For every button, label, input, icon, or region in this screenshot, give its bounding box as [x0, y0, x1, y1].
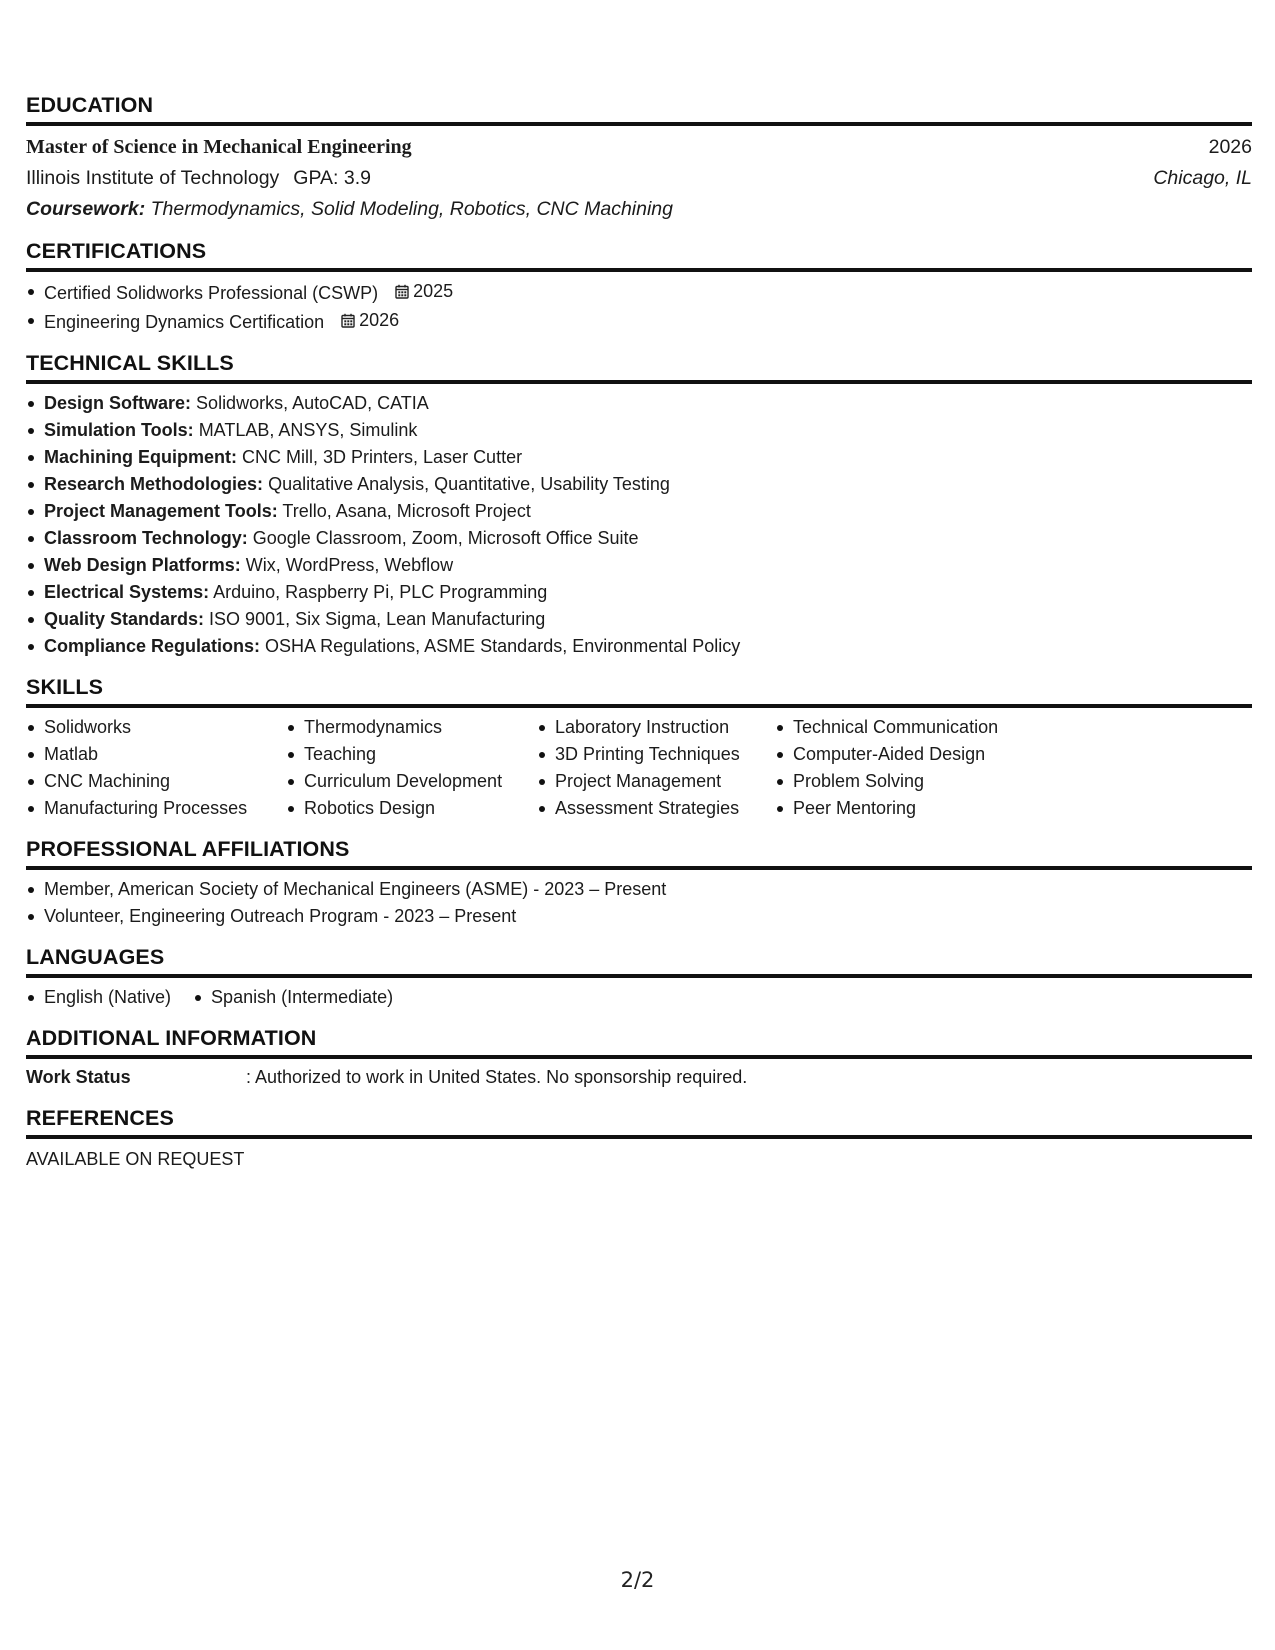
skill-category: Classroom Technology:: [44, 528, 248, 548]
skills-section: [26, 674, 1252, 822]
languages-section: [26, 944, 1252, 1011]
skills-column: [775, 714, 1075, 822]
calendar-icon: [395, 284, 409, 299]
skill-values: Trello, Asana, Microsoft Project: [282, 501, 531, 521]
skill-values: Solidworks, AutoCAD, CATIA: [196, 393, 429, 413]
additional-info-heading: ADDITIONAL INFORMATION: [26, 1025, 1252, 1059]
skill-item: Thermodynamics: [286, 714, 537, 741]
certification-date: 2025: [413, 281, 454, 301]
skill-values: Qualitative Analysis, Quantitative, Usability Testing: [268, 474, 670, 494]
skill-item: 3D Printing Techniques: [537, 741, 775, 768]
skill-item: Robotics Design: [286, 795, 537, 822]
skill-item: Problem Solving: [775, 768, 1075, 795]
skill-values: ISO 9001, Six Sigma, Lean Manufacturing: [209, 609, 546, 629]
languages-heading: LANGUAGES: [26, 944, 1252, 978]
skill-category: Quality Standards:: [44, 609, 205, 629]
degree-row: [26, 132, 1252, 163]
work-status-row: [26, 1063, 1252, 1091]
gpa: GPA: 3.9: [293, 167, 371, 189]
affiliation-item: Member, American Society of Mechanical Engineers (ASME) - 2023 – Present: [26, 876, 1252, 903]
education-section: [26, 92, 1252, 224]
certification-date-group: [341, 307, 399, 334]
references-text: AVAILABLE ON REQUEST: [26, 1149, 245, 1169]
coursework-label: Coursework:: [26, 198, 146, 220]
technical-skill-item: [26, 471, 1252, 498]
skill-category: Machining Equipment:: [44, 447, 237, 467]
technical-skill-item: [26, 417, 1252, 444]
language-group: [26, 984, 193, 1011]
skill-item: Manufacturing Processes: [26, 795, 286, 822]
graduation-year: 2026: [1208, 136, 1252, 158]
degree-name: Master of Science in Mechanical Engineering: [26, 136, 412, 158]
references-heading: REFERENCES: [26, 1105, 1252, 1139]
skill-values: OSHA Regulations, ASME Standards, Environmental Policy: [265, 636, 741, 656]
certification-name: Certified Solidworks Professional (CSWP): [44, 283, 379, 303]
technical-skill-item: [26, 552, 1252, 579]
language-item: Spanish (Intermediate): [193, 984, 393, 1011]
skill-item: Curriculum Development: [286, 768, 537, 795]
skill-item: Matlab: [26, 741, 286, 768]
school-row: [26, 163, 1252, 194]
certification-date-group: [395, 278, 453, 305]
school-location: Chicago, IL: [1153, 167, 1252, 189]
skill-category: Web Design Platforms:: [44, 555, 241, 575]
skill-values: Google Classroom, Zoom, Microsoft Office Suite: [252, 528, 639, 548]
technical-skill-item: [26, 444, 1252, 471]
skill-category: Simulation Tools:: [44, 420, 194, 440]
technical-skills-list: [26, 390, 1252, 660]
skill-category: Electrical Systems:: [44, 582, 210, 602]
certification-name: Engineering Dynamics Certification: [44, 312, 325, 332]
certification-date: 2026: [359, 310, 400, 330]
school-info: [26, 163, 371, 194]
skills-heading: SKILLS: [26, 674, 1252, 708]
coursework-list: Thermodynamics, Solid Modeling, Robotics, CNC Machining: [150, 198, 674, 220]
certification-item: [26, 278, 1252, 307]
technical-skills-heading: TECHNICAL SKILLS: [26, 350, 1252, 384]
certifications-list: [26, 278, 1252, 336]
skill-category: Compliance Regulations:: [44, 636, 261, 656]
skill-item: Technical Communication: [775, 714, 1075, 741]
affiliations-heading: PROFESSIONAL AFFILIATIONS: [26, 836, 1252, 870]
school-name: Illinois Institute of Technology: [26, 167, 280, 189]
technical-skill-item: [26, 579, 1252, 606]
technical-skill-item: [26, 498, 1252, 525]
certifications-heading: CERTIFICATIONS: [26, 238, 1252, 272]
skills-column: [26, 714, 286, 822]
affiliations-section: [26, 836, 1252, 930]
work-status-label: Work Status: [26, 1067, 131, 1087]
skill-item: Solidworks: [26, 714, 286, 741]
references-section: [26, 1105, 1252, 1173]
affiliation-item: Volunteer, Engineering Outreach Program - 2023 – Present: [26, 903, 1252, 930]
skills-column: [286, 714, 537, 822]
resume-page: [26, 92, 1252, 1173]
skill-item: Peer Mentoring: [775, 795, 1075, 822]
page-number: 2/2: [620, 1568, 655, 1592]
skill-item: Teaching: [286, 741, 537, 768]
skill-values: Wix, WordPress, Webflow: [245, 555, 454, 575]
technical-skill-item: [26, 525, 1252, 552]
skill-values: MATLAB, ANSYS, Simulink: [198, 420, 418, 440]
skill-item: Project Management: [537, 768, 775, 795]
skill-item: Computer-Aided Design: [775, 741, 1075, 768]
technical-skill-item: [26, 633, 1252, 660]
skill-item: Laboratory Instruction: [537, 714, 775, 741]
skills-column: [537, 714, 775, 822]
certification-item: [26, 307, 1252, 336]
skill-values: Arduino, Raspberry Pi, PLC Programming: [213, 582, 548, 602]
affiliations-list: [26, 876, 1252, 930]
calendar-icon: [341, 313, 355, 328]
skill-category: Design Software:: [44, 393, 192, 413]
skill-item: CNC Machining: [26, 768, 286, 795]
technical-skill-item: [26, 390, 1252, 417]
skill-values: CNC Mill, 3D Printers, Laser Cutter: [242, 447, 523, 467]
languages-list: [26, 984, 1252, 1011]
education-heading: EDUCATION: [26, 92, 1252, 126]
skills-grid: [26, 714, 1252, 822]
work-status-value: : Authorized to work in United States. No sponsorship required.: [246, 1067, 748, 1087]
language-item: English (Native): [26, 984, 171, 1011]
technical-skill-item: [26, 606, 1252, 633]
certifications-section: [26, 238, 1252, 336]
skill-category: Research Methodologies:: [44, 474, 264, 494]
skill-item: Assessment Strategies: [537, 795, 775, 822]
skill-category: Project Management Tools:: [44, 501, 278, 521]
technical-skills-section: [26, 350, 1252, 660]
coursework-row: [26, 194, 1252, 224]
additional-info-section: [26, 1025, 1252, 1091]
language-group: [193, 984, 415, 1011]
